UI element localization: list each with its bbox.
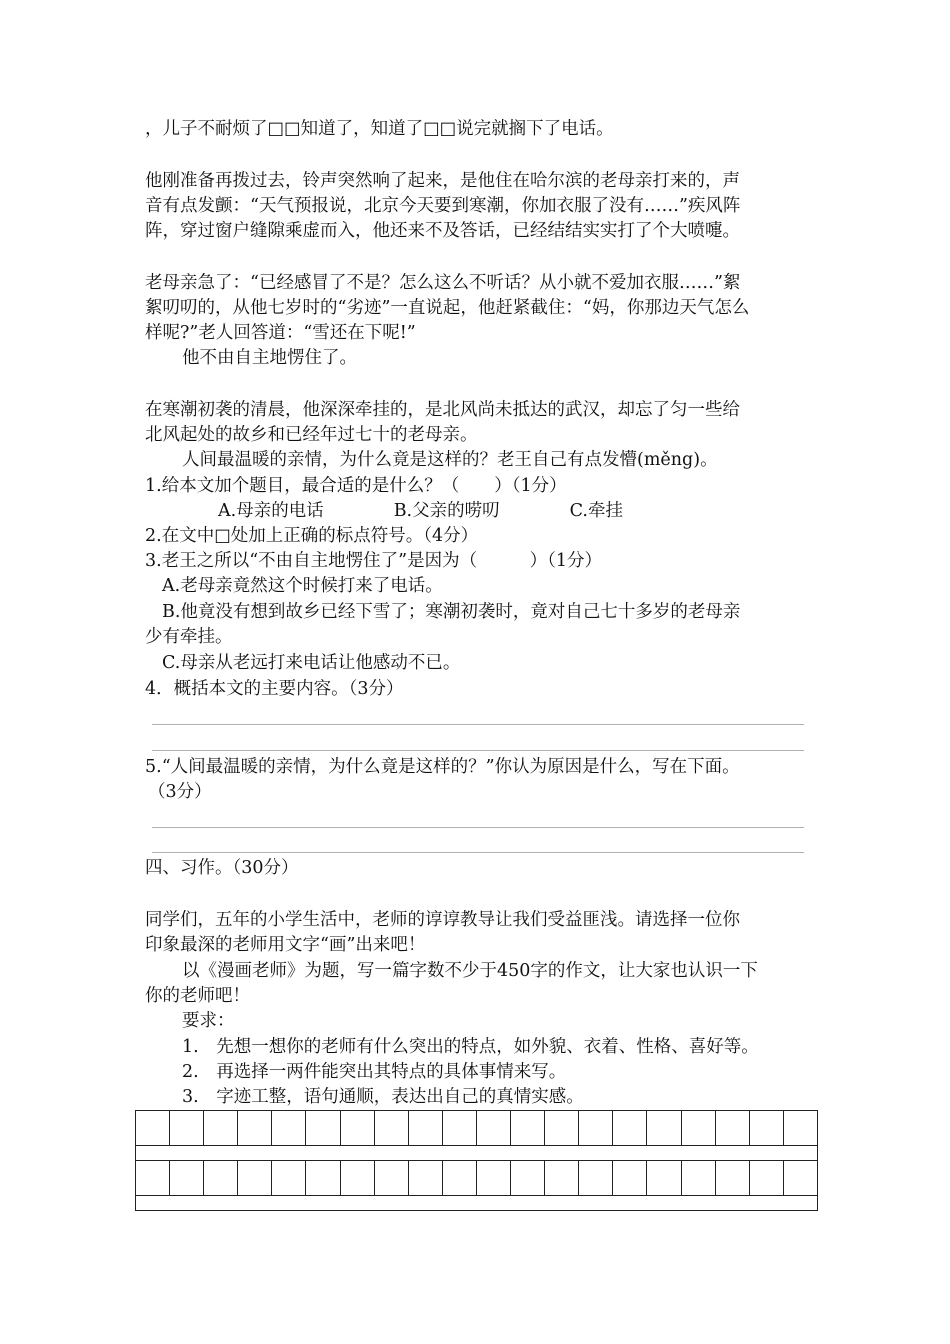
grid-cell[interactable]: [749, 1161, 783, 1196]
question-3: 3.老王之所以“不由自主地愣住了”是因为（ ）（1分）: [145, 551, 602, 571]
grid-cell[interactable]: [340, 1111, 374, 1146]
passage-line: 老母亲急了：“已经感冒了不是？怎么这么不听话？从小就不爱加衣服……”絮: [145, 273, 741, 293]
grid-cell[interactable]: [136, 1111, 170, 1146]
answer-line[interactable]: [152, 750, 804, 751]
answer-line[interactable]: [152, 724, 804, 725]
grid-cell[interactable]: [170, 1161, 204, 1196]
question-5: 5.“人间最温暖的亲情，为什么竟是这样的？”你认为原因是什么，写在下面。: [145, 757, 740, 777]
grid-cell[interactable]: [545, 1161, 579, 1196]
grid-cell[interactable]: [374, 1111, 408, 1146]
question-1-options: A.母亲的电话 B.父亲的唠叨 C.牵挂: [218, 501, 623, 521]
grid-cell[interactable]: [476, 1111, 510, 1146]
writing-grid-spacer: [135, 1146, 818, 1161]
question-4: 4．概括本文的主要内容。（3分）: [145, 679, 404, 699]
requirement-item: 2. 再选择一两件能突出其特点的具体事情来写。: [182, 1062, 567, 1082]
question-2: 2.在文中□处加上正确的标点符号。（4分）: [145, 526, 479, 546]
grid-cell[interactable]: [715, 1111, 749, 1146]
grid-cell[interactable]: [783, 1161, 817, 1196]
grid-cell[interactable]: [136, 1161, 170, 1196]
grid-cell[interactable]: [647, 1111, 681, 1146]
grid-cell[interactable]: [579, 1161, 613, 1196]
writing-grid-spacer: [135, 1196, 818, 1211]
requirement-item: 1. 先想一想你的老师有什么突出的特点，如外貌、衣着、性格、喜好等。: [182, 1037, 759, 1057]
grid-cell[interactable]: [272, 1161, 306, 1196]
question-3-option-b-cont: 少有牵挂。: [145, 627, 233, 647]
grid-cell[interactable]: [306, 1111, 340, 1146]
grid-cell[interactable]: [374, 1161, 408, 1196]
passage-line: 他刚准备再拨过去，铃声突然响了起来，是他住在哈尔滨的老母亲打来的，声: [145, 171, 740, 191]
grid-cell[interactable]: [170, 1111, 204, 1146]
passage-line: 阵，穿过窗户缝隙乘虚而入，他还来不及答话，已经结结实实打了个大喷嚏。: [145, 221, 740, 241]
grid-cell[interactable]: [306, 1161, 340, 1196]
grid-cell[interactable]: [442, 1111, 476, 1146]
grid-cell[interactable]: [681, 1161, 715, 1196]
requirement-item: 3. 字迹工整，语句通顺，表达出自己的真情实感。: [182, 1087, 584, 1107]
passage-line: 北风起处的故乡和已经年过七十的老母亲。: [145, 425, 478, 445]
passage-line: 他不由自主地愣住了。: [182, 348, 357, 368]
section-title: 四、习作。（30分）: [145, 858, 299, 878]
question-3-option-a: A.老母亲竟然这个时候打来了电话。: [162, 576, 443, 596]
grid-cell[interactable]: [204, 1161, 238, 1196]
passage-line: ，儿子不耐烦了□□知道了，知道了□□说完就搁下了电话。: [145, 119, 614, 139]
essay-intro-line: 印象最深的老师用文字“画”出来吧！: [145, 935, 426, 955]
grid-cell[interactable]: [545, 1111, 579, 1146]
grid-cell[interactable]: [442, 1161, 476, 1196]
answer-line[interactable]: [152, 852, 804, 853]
grid-cell[interactable]: [238, 1111, 272, 1146]
grid-cell[interactable]: [647, 1161, 681, 1196]
passage-line: 絮叨叨的，从他七岁时的“劣迹”一直说起，他赶紧截住：“妈，你那边天气怎么: [145, 298, 750, 318]
passage-line: 在寒潮初袭的清晨，他深深牵挂的，是北风尚未抵达的武汉，却忘了匀一些给: [145, 400, 740, 420]
question-3-option-c: C.母亲从老远打来电话让他感动不已。: [162, 653, 461, 673]
answer-line[interactable]: [152, 827, 804, 828]
grid-cell[interactable]: [511, 1111, 545, 1146]
grid-cell[interactable]: [204, 1111, 238, 1146]
grid-cell[interactable]: [408, 1161, 442, 1196]
question-1: 1.给本文加个题目，最合适的是什么？（ ）（1分）: [145, 476, 567, 496]
grid-cell[interactable]: [749, 1111, 783, 1146]
grid-cell[interactable]: [681, 1111, 715, 1146]
requirements-title: 要求：: [182, 1011, 235, 1031]
writing-grid-row-1[interactable]: [135, 1110, 818, 1146]
grid-cell[interactable]: [511, 1161, 545, 1196]
grid-cell[interactable]: [613, 1161, 647, 1196]
passage-line: 样呢?”老人回答道：“雪还在下呢!”: [145, 323, 416, 343]
grid-cell[interactable]: [340, 1161, 374, 1196]
passage-line: 音有点发颤：“天气预报说，北京今天要到寒潮，你加衣服了没有……”疾风阵: [145, 196, 741, 216]
passage-line: 人间最温暖的亲情，为什么竟是这样的？老王自己有点发懵(měng)。: [182, 450, 718, 470]
essay-task-line: 你的老师吧！: [145, 986, 250, 1006]
grid-cell[interactable]: [238, 1161, 272, 1196]
essay-task-line: 以《漫画老师》为题，写一篇字数不少于450字的作文，让大家也认识一下: [182, 961, 758, 981]
grid-cell[interactable]: [408, 1111, 442, 1146]
grid-cell[interactable]: [783, 1111, 817, 1146]
grid-cell[interactable]: [579, 1111, 613, 1146]
essay-intro-line: 同学们，五年的小学生活中，老师的谆谆教导让我们受益匪浅。请选择一位你: [145, 910, 740, 930]
grid-cell[interactable]: [613, 1111, 647, 1146]
grid-cell[interactable]: [272, 1111, 306, 1146]
question-3-option-b: B.他竟没有想到故乡已经下雪了；寒潮初袭时，竟对自己七十多岁的老母亲: [162, 602, 741, 622]
grid-cell[interactable]: [715, 1161, 749, 1196]
question-5-points: （3分）: [148, 782, 212, 802]
writing-grid-row-2[interactable]: [135, 1160, 818, 1196]
grid-cell[interactable]: [476, 1161, 510, 1196]
